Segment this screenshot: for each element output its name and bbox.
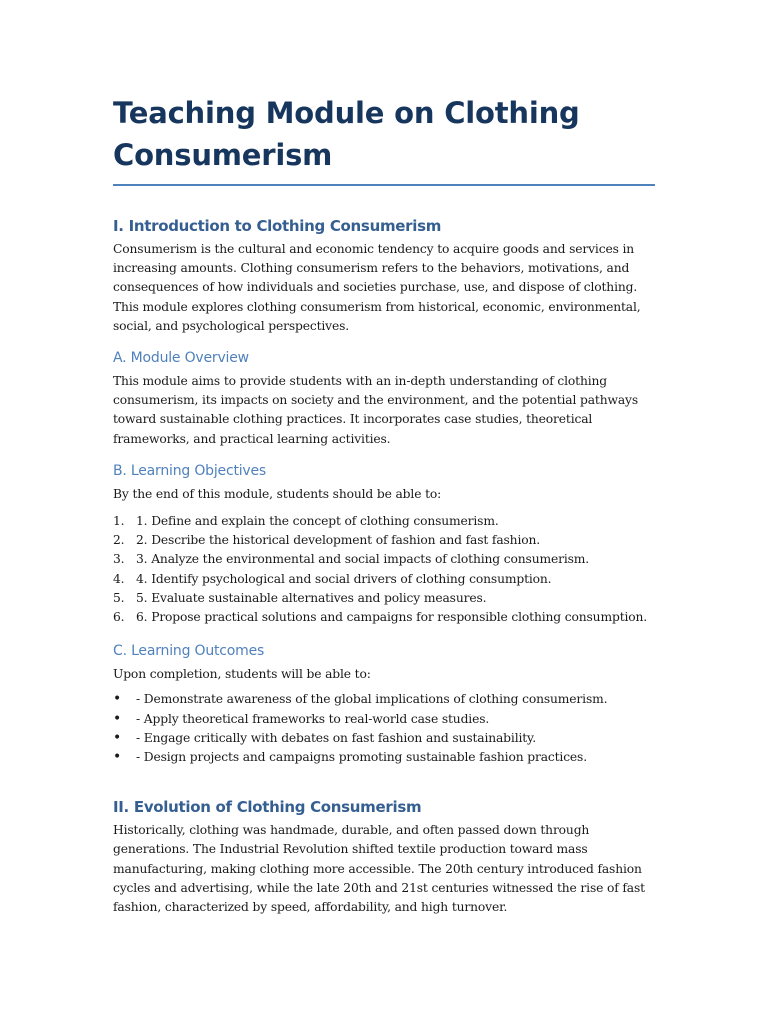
subheading-learning-outcomes: C. Learning Outcomes xyxy=(113,643,265,660)
list-item xyxy=(113,608,655,627)
list-item-text: 1. Define and explain the concept of clothing consumerism. xyxy=(136,514,499,529)
list-item xyxy=(113,550,655,569)
bullet-icon: • xyxy=(113,729,122,746)
evolution-paragraph: Historically, clothing was handmade, durable, and often passed down through generations. The Industrial Revolution shifted textile production toward mass manufacturing, making clothing more accessible. The 20th century introduced fashion cycles and advertising, while the late 20th and 21st centuries witnessed the rise of fast fashion, characterized by speed, affordability, and high turnover. xyxy=(113,823,645,915)
learning-outcomes-list xyxy=(113,690,655,767)
bullet-icon: • xyxy=(113,691,122,708)
list-number: 2. xyxy=(113,533,125,548)
subheading-learning-objectives: B. Learning Objectives xyxy=(113,462,267,479)
list-item-text: 6. Propose practical solutions and campaigns for responsible clothing consumption. xyxy=(136,610,648,625)
title-line-1: Teaching Module on Clothing xyxy=(113,96,580,130)
learning-objectives-intro: By the end of this module, students should be able to: xyxy=(113,486,442,501)
bullet-icon: • xyxy=(113,749,122,766)
list-item xyxy=(113,690,655,709)
list-item xyxy=(113,729,655,748)
bullet-icon: • xyxy=(113,710,122,727)
list-item-text: - Engage critically with debates on fast fashion and sustainability. xyxy=(136,730,536,745)
introduction-paragraph: Consumerism is the cultural and economic tendency to acquire goods and services in increasing amounts. Clothing consumerism refers to the behaviors, motivations, and consequences of how individuals and societies purchase, use, and dispose of clothing. This module explores clothing consumerism from historical, economic, environmental, social, and psychological perspectives. xyxy=(113,242,641,333)
subheading-module-overview: A. Module Overview xyxy=(113,350,249,367)
list-number: 1. xyxy=(113,514,125,529)
title-line-2: Consumerism xyxy=(113,138,333,172)
learning-outcomes-intro: Upon completion, students will be able to: xyxy=(113,667,371,682)
list-number: 3. xyxy=(113,552,125,567)
list-item-text: 4. Identify psychological and social drivers of clothing consumption. xyxy=(136,571,552,586)
list-item xyxy=(113,748,655,767)
list-item xyxy=(113,512,655,531)
list-item-text: 5. Evaluate sustainable alternatives and policy measures. xyxy=(136,590,487,605)
document-title xyxy=(113,92,655,186)
list-item-text: - Apply theoretical frameworks to real-world case studies. xyxy=(136,711,490,726)
list-item xyxy=(113,710,655,729)
module-overview-paragraph: This module aims to provide students with an in-depth understanding of clothing consumerism, its impacts on society and the environment, and the potential pathways toward sustainable clothing practices. It incorporates case studies, theoretical frameworks, and practical learning activities. xyxy=(113,374,638,446)
learning-objectives-list xyxy=(113,512,655,627)
section-heading-introduction: I. Introduction to Clothing Consumerism xyxy=(113,217,442,235)
list-item-text: - Design projects and campaigns promoting sustainable fashion practices. xyxy=(136,750,587,765)
list-item xyxy=(113,570,655,589)
list-item xyxy=(113,531,655,550)
list-item-text: 3. Analyze the environmental and social impacts of clothing consumerism. xyxy=(136,552,590,567)
document-page xyxy=(113,92,655,917)
list-item xyxy=(113,589,655,608)
list-number: 6. xyxy=(113,610,125,625)
list-number: 4. xyxy=(113,571,125,586)
list-number: 5. xyxy=(113,590,125,605)
list-item-text: 2. Describe the historical development of fashion and fast fashion. xyxy=(136,533,541,548)
section-heading-evolution: II. Evolution of Clothing Consumerism xyxy=(113,798,422,817)
list-item-text: - Demonstrate awareness of the global implications of clothing consumerism. xyxy=(136,692,608,707)
